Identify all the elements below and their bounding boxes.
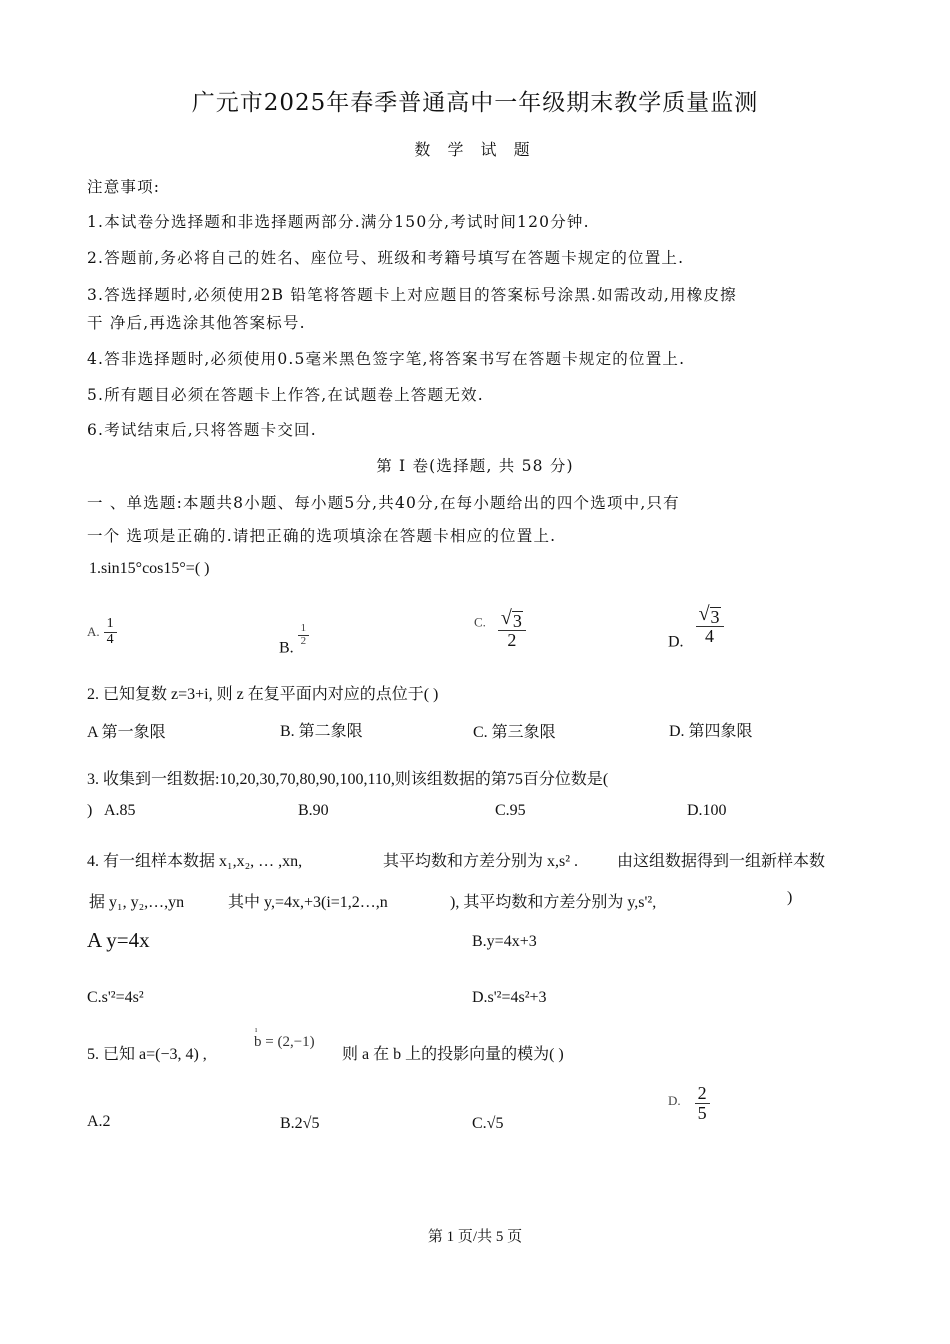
- section-heading: 第 I 卷(选择题, 共 58 分): [376, 457, 574, 475]
- notice-item: 2.答题前,务必将自己的姓名、座位号、班级和考籍号填写在答题卡规定的位置上.: [87, 249, 685, 267]
- q2-option-c: C. 第三象限: [473, 724, 556, 741]
- q2-stem: 2. 已知复数 z=3+i, 则 z 在复平面内对应的点位于( ): [87, 686, 439, 703]
- q1-option-d: [668, 604, 724, 652]
- q4-stem: 据 y₁, y₂,…,yn: [89, 894, 185, 911]
- q5-stem: 则 a 在 b 上的投影向量的模为( ): [342, 1046, 564, 1063]
- q4-option-a: A y=4x: [87, 928, 150, 952]
- q4-stem: 其中 y,=4x,+3(i=1,2…,n: [228, 894, 388, 911]
- vector-b-expression: [254, 1025, 315, 1051]
- notice-item: 6.考试结束后,只将答题卡交回.: [87, 421, 317, 439]
- notice-item: 干 净后,再选涂其他答案标号.: [87, 314, 306, 332]
- denominator: 2: [507, 630, 517, 650]
- option-label: D.: [668, 633, 684, 651]
- denominator: 4: [705, 626, 715, 646]
- fraction: [104, 617, 117, 647]
- sqrt-numerator: [696, 604, 724, 626]
- notice-item: 5.所有题目必须在答题卡上作答,在试题卷上答题无效.: [87, 386, 484, 404]
- option-label: B.: [279, 639, 294, 657]
- numerator: 2: [697, 1083, 707, 1103]
- radicand: 3: [512, 611, 522, 631]
- radical-sign: √: [698, 603, 710, 625]
- fraction: [498, 608, 526, 650]
- q2-option-a: A 第一象限: [87, 724, 166, 741]
- sqrt-numerator: [498, 608, 526, 630]
- q4-option-c: C.s'²=4s²: [87, 989, 144, 1006]
- q4-option-d: D.s'²=4s²+3: [472, 989, 547, 1006]
- q4-stem: 由这组数据得到一组新样本数: [617, 853, 826, 870]
- denominator: 5: [697, 1102, 707, 1123]
- q5-option-b: B.2√5: [280, 1115, 320, 1132]
- q5-option-d: [668, 1084, 710, 1123]
- q5-vector-b: [254, 1025, 315, 1051]
- fraction: [695, 1084, 710, 1123]
- q4-stem: 4. 有一组样本数据 x₁,x₂, … ,xn,: [87, 853, 303, 870]
- q1-option-c: [474, 608, 526, 650]
- radical-sign: √: [500, 607, 512, 629]
- q5-option-a: A.2: [87, 1113, 111, 1130]
- q3-option-a: A.85: [104, 802, 136, 819]
- q3-option-b: B.90: [298, 802, 329, 819]
- vector-arrow-icon: ı: [255, 1025, 258, 1034]
- q4-stem: ), 其平均数和方差分别为 y,s'²,: [450, 894, 657, 911]
- option-label: A.: [87, 623, 100, 639]
- page-footer: 第 1 页/共 5 页: [427, 1229, 523, 1245]
- q3-option-d: D.100: [687, 802, 727, 819]
- notice-heading: 注意事项:: [87, 178, 161, 196]
- q1-option-a: [87, 617, 117, 647]
- exam-title: 广元市2025年春季普通高中一年级期末教学质量监测: [191, 90, 759, 116]
- denominator: 2: [300, 634, 307, 647]
- fraction: [298, 623, 310, 647]
- q3-option-c: C.95: [495, 802, 526, 819]
- q4-stem: 其平均数和方差分别为 x,s² .: [383, 853, 579, 870]
- notice-item: 3.答选择题时,必须使用2B 铅笔将答题卡上对应题目的答案标号涂黑.如需改动,用橡皮擦: [87, 286, 737, 304]
- numerator: 1: [300, 622, 307, 634]
- q4-stem: ): [787, 889, 793, 906]
- q4-option-b: B.y=4x+3: [472, 933, 537, 950]
- section-intro: 一 、单选题:本题共8小题、每小题5分,共40分,在每小题给出的四个选项中,只有: [87, 494, 680, 512]
- notice-item: 4.答非选择题时,必须使用0.5毫米黑色签字笔,将答案书写在答题卡规定的位置上.: [87, 350, 686, 368]
- q3-stem: 3. 收集到一组数据:10,20,30,70,80,90,100,110,则该组数据的第75百分位数是(: [87, 771, 609, 788]
- q2-option-d: D. 第四象限: [669, 723, 753, 740]
- exam-subtitle: 数 学 试 题: [414, 140, 536, 159]
- denominator: 4: [106, 631, 114, 647]
- q3-paren: ): [87, 802, 93, 819]
- q5-stem: 5. 已知 a=(−3, 4) ,: [87, 1046, 207, 1063]
- q1-option-b: [279, 623, 309, 658]
- fraction: [696, 604, 724, 646]
- q2-option-b: B. 第二象限: [280, 723, 363, 740]
- section-intro: 一个 选项是正确的.请把正确的选项填涂在答题卡相应的位置上.: [87, 527, 557, 545]
- vector-b-value: b = (2,−1): [254, 1034, 315, 1050]
- numerator: 1: [106, 616, 114, 631]
- q5-option-c: C.√5: [472, 1115, 504, 1132]
- q1-stem: 1.sin15°cos15°=( ): [89, 560, 210, 577]
- option-label: D.: [668, 1093, 681, 1109]
- option-label: C.: [474, 614, 486, 630]
- radicand: 3: [710, 607, 720, 627]
- notice-item: 1.本试卷分选择题和非选择题两部分.满分150分,考试时间120分钟.: [87, 213, 590, 231]
